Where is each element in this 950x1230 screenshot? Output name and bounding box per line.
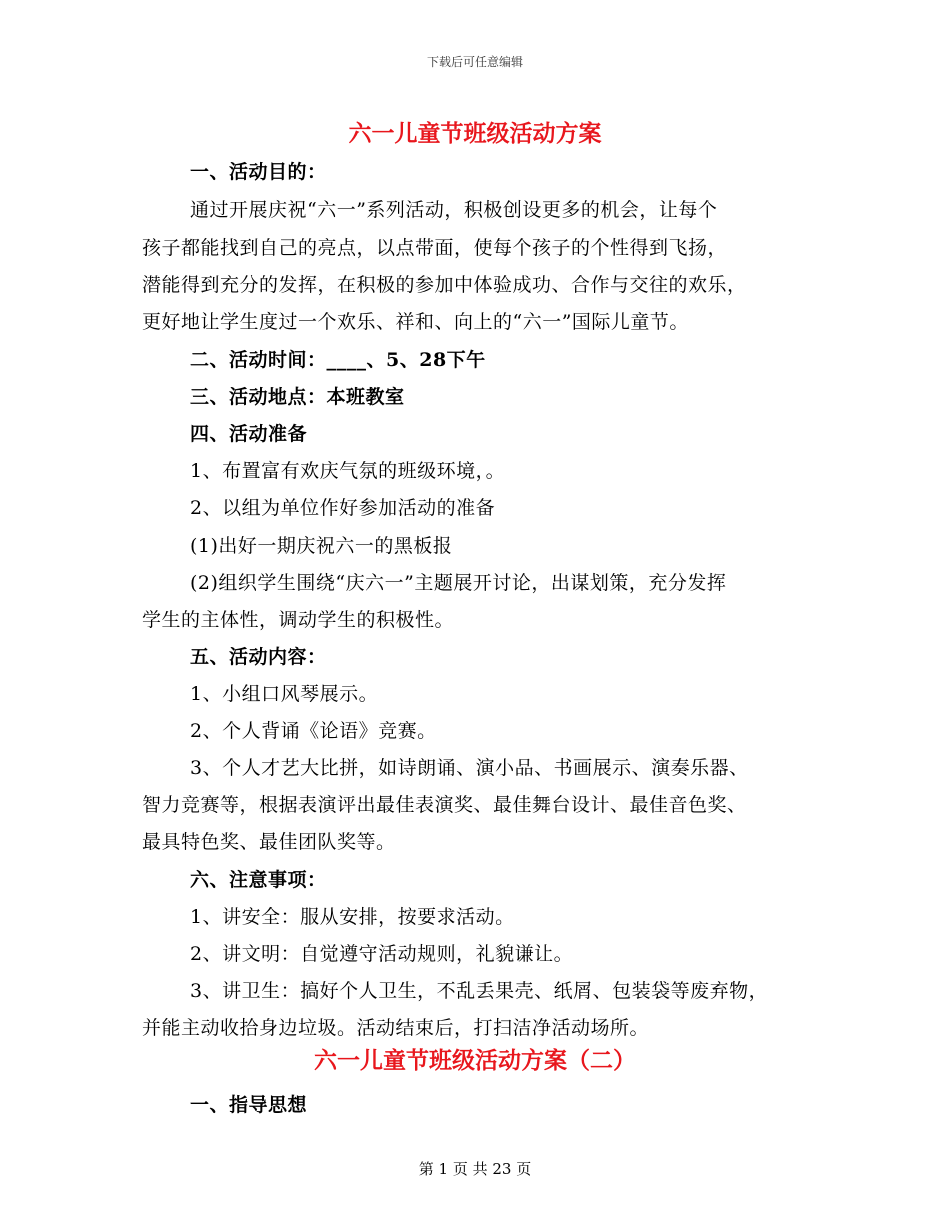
list-item: 1、布置富有欢庆气氛的班级环境，。 [190,460,506,482]
section-heading-purpose: 一、活动目的： [190,161,327,183]
list-item: 2、讲文明：自觉遵守活动规则，礼貌谦让。 [190,943,574,965]
list-item: 2、个人背诵《论语》竞赛。 [190,720,437,742]
second-document-title: 六一儿童节班级活动方案（二） [314,1047,636,1074]
list-item: 3、个人才艺大比拼，如诗朗诵、演小品、书画展示、演奏乐器、 [190,757,749,779]
list-item: 1、小组口风琴展示。 [190,683,379,705]
page-footer: 第 1 页 共 23 页 [418,1160,532,1178]
section-heading-guiding-thought: 一、指导思想 [190,1094,308,1116]
paragraph-line: 学生的主体性，调动学生的积极性。 [142,609,455,631]
paragraph-line: 并能主动收拾身边垃圾。活动结束后，打扫洁净活动场所。 [142,1017,650,1039]
document-title: 六一儿童节班级活动方案 [348,120,602,147]
paragraph-line: 智力竞赛等，根据表演评出最佳表演奖、最佳舞台设计、最佳音色奖、 [142,794,747,816]
section-heading-notes: 六、注意事项： [190,869,327,891]
paragraph-line: 最具特色奖、最佳团队奖等。 [142,831,396,853]
paragraph-line: 孩子都能找到自己的亮点，以点带面，使每个孩子的个性得到飞扬， [142,237,728,259]
list-item: 2、以组为单位作好参加活动的准备 [190,497,496,519]
list-item: 3、讲卫生：搞好个人卫生，不乱丢果壳、纸屑、包装袋等废弃物， [190,980,769,1002]
paragraph-line: 潜能得到充分的发挥，在积极的参加中体验成功、合作与交往的欢乐， [142,274,747,296]
section-heading-content: 五、活动内容： [190,646,327,668]
section-heading-time: 二、活动时间：____、5、28下午 [190,349,486,371]
paragraph-line: 通过开展庆祝“六一”系列活动，积极创设更多的机会，让每个 [190,199,718,221]
list-item: (1)出好一期庆祝六一的黑板报 [190,535,453,557]
list-item: 1、讲安全：服从安排，按要求活动。 [190,906,515,928]
list-item: (2)组织学生围绕“庆六一”主题展开讨论，出谋划策，充分发挥 [190,572,727,594]
section-heading-location: 三、活动地点：本班教室 [190,386,405,408]
page-header: 下载后可任意编辑 [426,55,523,69]
section-heading-preparation: 四、活动准备 [190,423,308,445]
paragraph-line: 更好地让学生度过一个欢乐、祥和、向上的“六一”国际儿童节。 [142,311,689,333]
